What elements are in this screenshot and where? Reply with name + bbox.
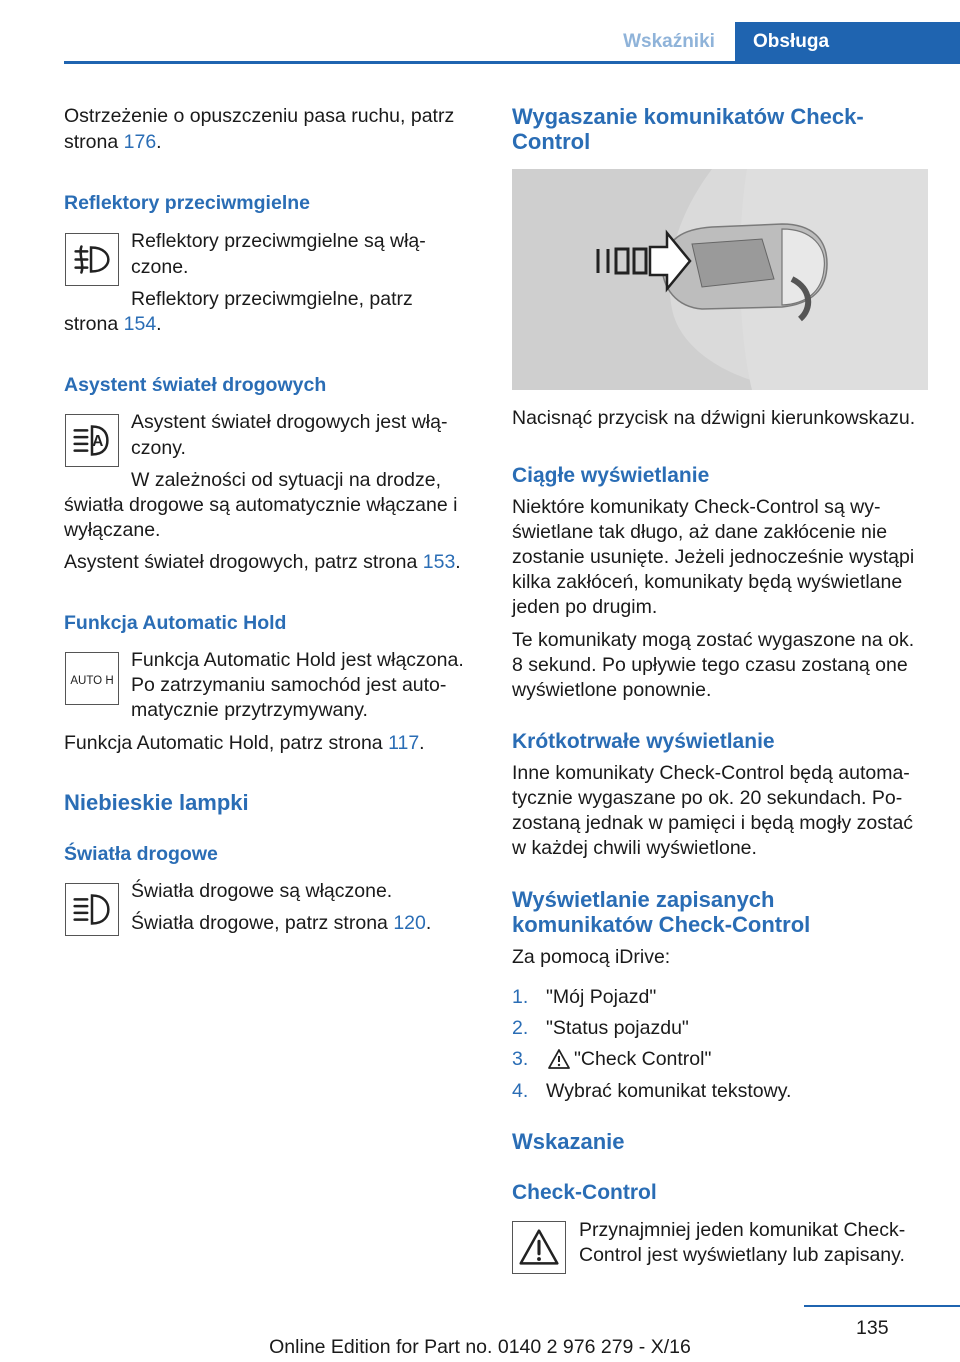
hba-line2: czony. — [131, 437, 186, 459]
heading-dismiss-1: Wygaszanie komunikatów Check- — [512, 104, 864, 129]
cont-p7: 8 sekund. Po upływie tego czasu zostaną one — [512, 654, 908, 676]
hb-ref: Światła drogowe, patrz strona 120. — [131, 912, 432, 934]
warning-triangle-icon — [548, 1048, 570, 1070]
ah-line1: Funkcja Automatic Hold jest włączona. — [131, 649, 464, 671]
fog-line2: czone. — [131, 256, 189, 278]
ah-ref: Funkcja Automatic Hold, patrz strona 117. — [64, 732, 425, 754]
link-page-117[interactable]: 117 — [388, 732, 420, 754]
heading-check-control: Check-Control — [512, 1181, 657, 1204]
svg-text:AUTO H: AUTO H — [70, 674, 114, 687]
hba-p3: wyłączane. — [64, 519, 161, 541]
cont-p6: Te komunikaty mogą zostać wygaszone na ok. — [512, 629, 915, 651]
fog-light-icon — [65, 233, 119, 286]
heading-short: Krótkotrwałe wyświetlanie — [512, 730, 775, 753]
header-tab-obsluga[interactable]: Obsługa — [735, 22, 960, 61]
ah-line3: matycznie przytrzymywany. — [131, 699, 368, 721]
hba-p2: światła drogowe są automatycznie włączane i — [64, 494, 458, 516]
short-p1: Inne komunikaty Check-Control będą automa‐ — [512, 762, 910, 784]
link-page-176[interactable]: 176 — [123, 131, 157, 153]
heading-stored-2: komunikatów Check-Control — [512, 912, 811, 937]
cont-p2: świetlane tak długo, aż dane zakłócenie nie — [512, 521, 888, 543]
heading-high-beam: Światła drogowe — [64, 843, 218, 865]
step-4-text: Wybrać komunikat tekstowy. — [546, 1080, 792, 1102]
page-number: 135 — [856, 1317, 889, 1339]
cont-p5: jeden po drugim. — [512, 596, 658, 618]
figure-caption: Nacisnąć przycisk na dźwigni kierunkowskazu. — [512, 407, 916, 429]
lane-text-a: Ostrzeżenie o opuszczeniu pasa ruchu, patrz — [64, 105, 455, 127]
high-beam-icon — [65, 883, 119, 936]
turn-signal-lever-illustration — [512, 169, 928, 390]
fog-ref-a: Reflektory przeciwmgielne, patrz — [131, 288, 413, 310]
auto-hold-icon — [65, 652, 119, 705]
cont-p4: kilka zakłóceń, komunikaty będą wyświetlane — [512, 571, 903, 593]
edition-line: Online Edition for Part no. 0140 2 976 279 - X/16 — [269, 1336, 691, 1358]
header-rule — [64, 61, 960, 64]
hba-p1: W zależności od sytuacji na drodze, — [131, 469, 441, 491]
svg-text:A: A — [92, 432, 104, 450]
short-p4: w każdej chwili wyświetlone. — [512, 837, 757, 859]
link-page-120[interactable]: 120 — [393, 912, 426, 934]
high-beam-assistant-icon — [65, 414, 119, 467]
footer-rule — [804, 1305, 960, 1307]
heading-fog-lights: Reflektory przeciwmgielne — [64, 192, 310, 214]
lane-text-b: strona 176. — [64, 131, 162, 153]
cont-p1: Niektóre komunikaty Check-Control są wy‐ — [512, 496, 881, 518]
step-3-number: 3. — [512, 1048, 529, 1070]
heading-continuous: Ciągłe wyświetlanie — [512, 464, 710, 487]
step-1-number: 1. — [512, 986, 529, 1008]
step-3-text: "Check Control" — [574, 1048, 712, 1070]
header-tab-wskazniki[interactable]: Wskaźniki — [623, 31, 715, 52]
short-p3: zostaną jednak w pamięci i będą mogły zostać — [512, 812, 914, 834]
fog-ref-b: strona 154. — [64, 313, 162, 335]
heading-automatic-hold: Funkcja Automatic Hold — [64, 612, 287, 634]
cont-p3: zostanie usunięte. Jeżeli jednocześnie wystąpi — [512, 546, 915, 568]
step-4-number: 4. — [512, 1080, 529, 1102]
heading-dismiss-2: Control — [512, 129, 591, 154]
check-control-warning-icon — [512, 1221, 566, 1274]
fog-line1: Reflektory przeciwmgielne są włą‐ — [131, 230, 426, 252]
link-page-153[interactable]: 153 — [422, 551, 456, 573]
heading-indicator: Wskazanie — [512, 1129, 625, 1154]
stored-intro: Za pomocą iDrive: — [512, 946, 671, 968]
hba-line1: Asystent świateł drogowych jest włą‐ — [131, 411, 448, 433]
step-2-number: 2. — [512, 1017, 529, 1039]
hba-ref: Asystent świateł drogowych, patrz strona 153. — [64, 551, 461, 573]
short-p2: tycznie wygaszane po ok. 20 sekundach. Po‐ — [512, 787, 903, 809]
step-2-text: "Status pojazdu" — [546, 1017, 689, 1039]
cc-line2: Control jest wyświetlany lub zapisany. — [579, 1244, 905, 1266]
heading-blue-lamps: Niebieskie lampki — [64, 790, 249, 815]
cc-line1: Przynajmniej jeden komunikat Check- — [579, 1219, 906, 1241]
cont-p8: wyświetlone ponownie. — [512, 679, 712, 701]
step-1-text: "Mój Pojazd" — [546, 986, 657, 1008]
hb-line1: Światła drogowe są włączone. — [131, 880, 393, 902]
heading-high-beam-assistant: Asystent świateł drogowych — [64, 374, 327, 396]
heading-stored-1: Wyświetlanie zapisanych — [512, 887, 775, 912]
ah-line2: Po zatrzymaniu samochód jest auto‐ — [131, 674, 447, 696]
link-page-154[interactable]: 154 — [123, 313, 157, 335]
